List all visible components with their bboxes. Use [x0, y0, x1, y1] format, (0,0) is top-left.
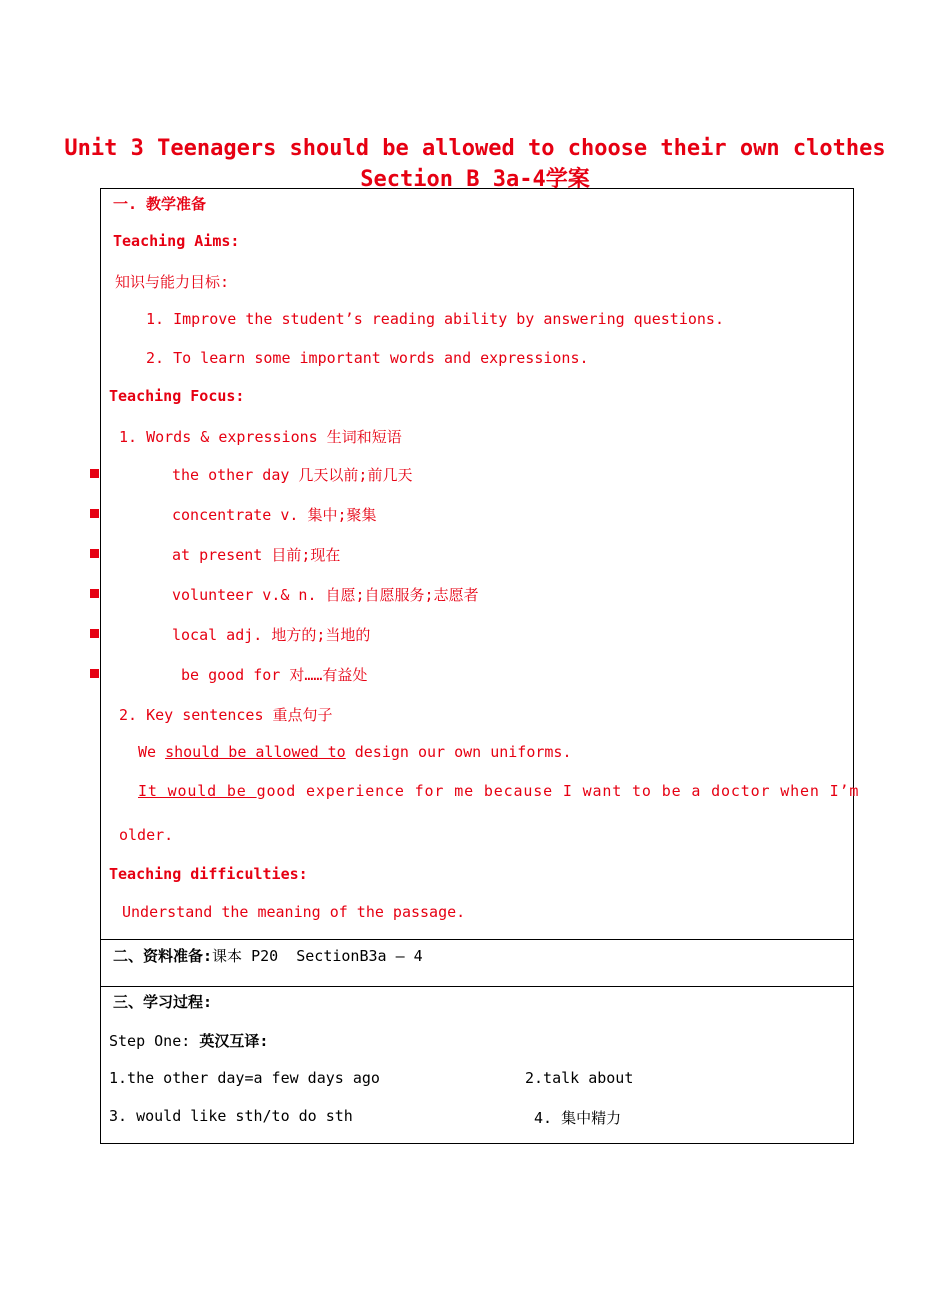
word-item: concentrate v. 集中;聚集 — [172, 506, 377, 524]
sentence-text: good experience for me because I want to be a doctor when I’m — [256, 782, 860, 800]
materials-text: 课本 P20 SectionB3a – 4 — [212, 947, 423, 965]
word-item: volunteer v.& n. 自愿;自愿服务;志愿者 — [172, 586, 479, 604]
sentences-heading: 2. Key sentences 重点句子 — [119, 706, 333, 724]
exercise-item: 3. would like sth/to do sth — [109, 1107, 353, 1125]
sentence-underlined: It would be — [138, 782, 257, 800]
bullet-icon — [90, 669, 99, 678]
key-sentence-2-continued: older. — [119, 826, 174, 844]
key-sentence-1 — [138, 743, 572, 761]
key-sentence-2 — [138, 782, 859, 800]
sentence-text: We — [138, 743, 166, 761]
step-one-heading — [109, 1030, 268, 1051]
word-item: at present 目前;现在 — [172, 546, 341, 564]
exercise-item: 2.talk about — [525, 1069, 634, 1087]
aim-item: 2. To learn some important words and expressions. — [146, 349, 589, 367]
table-divider — [100, 986, 853, 987]
exercise-item: 1.the other day=a few days ago — [109, 1069, 380, 1087]
table-divider — [100, 939, 853, 940]
section-heading-materials: 二、资料准备: — [113, 947, 213, 965]
step-title: 英汉互译: — [199, 1032, 269, 1050]
teaching-difficulties-label: Teaching difficulties: — [109, 865, 308, 883]
materials-row — [113, 945, 423, 966]
words-heading: 1. Words & expressions 生词和短语 — [119, 428, 402, 446]
exercise-item: 4. 集中精力 — [534, 1109, 622, 1127]
document-subtitle: Section B 3a-4学案 — [360, 167, 590, 192]
bullet-icon — [90, 509, 99, 518]
bullet-icon — [90, 549, 99, 558]
bullet-icon — [90, 629, 99, 638]
difficulties-text: Understand the meaning of the passage. — [122, 903, 466, 921]
bullet-icon — [90, 469, 99, 478]
sentence-text: design our own uniforms. — [345, 743, 572, 761]
knowledge-goal-label: 知识与能力目标: — [115, 273, 230, 291]
section-heading-process: 三、学习过程: — [113, 993, 213, 1011]
document-title: Unit 3 Teenagers should be allowed to choose their own clothes — [64, 136, 886, 161]
bullet-icon — [90, 589, 99, 598]
step-label: Step One: — [109, 1032, 200, 1050]
word-item: be good for 对……有益处 — [181, 666, 368, 684]
teaching-focus-label: Teaching Focus: — [109, 387, 245, 405]
aim-item: 1. Improve the student’s reading ability by answering questions. — [146, 310, 724, 328]
word-item: local adj. 地方的;当地的 — [172, 626, 371, 644]
word-item: the other day 几天以前;前几天 — [172, 466, 413, 484]
teaching-aims-label: Teaching Aims: — [113, 232, 240, 250]
sentence-underlined: should be allowed to — [165, 743, 346, 761]
section-heading-preparation: 一. 教学准备 — [113, 195, 207, 213]
